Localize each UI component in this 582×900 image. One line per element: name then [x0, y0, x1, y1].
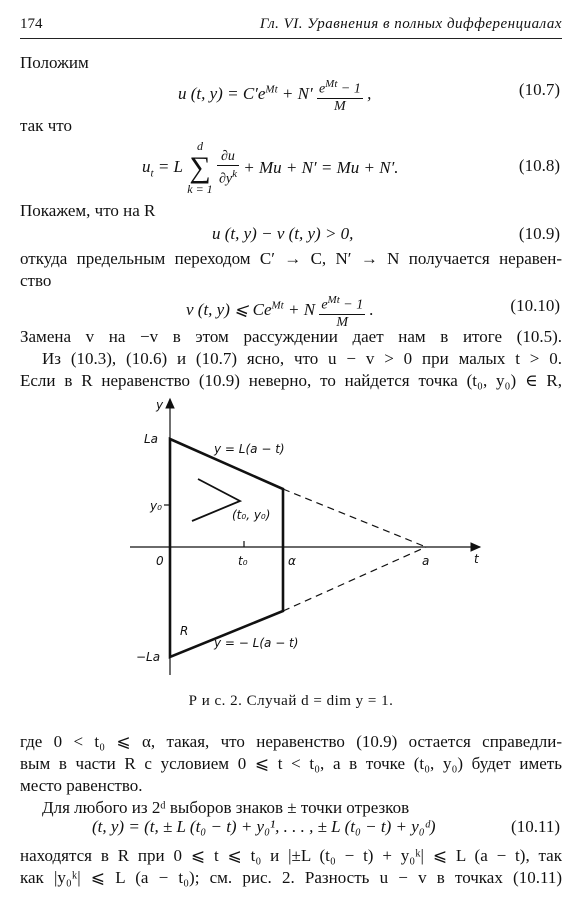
- eq-10-8-sum: [187, 140, 212, 196]
- paragraph-tak-chto: так что: [20, 116, 72, 135]
- equation-number-10-8: (10.8): [518, 156, 560, 175]
- paragraph-dlya: Для любого из 2ᵈ выборов знаков ± точки отрезков: [42, 798, 410, 817]
- t-axis-label: t: [474, 552, 479, 566]
- eq-10-8-sum-bot: k = 1: [187, 182, 213, 196]
- paragraph-polozhim: Положим: [20, 53, 89, 72]
- equation-10-10-body: [186, 292, 374, 331]
- eq-10-8-frac-num: ∂u: [217, 149, 239, 166]
- eq-10-10-frac-num: e: [321, 297, 328, 313]
- paragraph-gde-3: место равенство.: [20, 776, 143, 795]
- running-title: Гл. VI. Уравнения в полных дифференциалах: [259, 16, 562, 32]
- point-label: (t₀, y₀): [232, 508, 271, 522]
- eq-10-10-frac-sup: Mt: [327, 294, 340, 306]
- upper-dashed-extension: [283, 489, 426, 547]
- a-label: a: [422, 554, 430, 568]
- eq-10-7-frac-num: e: [318, 81, 326, 97]
- paragraph-gde-1: где 0 < t₀ ⩽ α, такая, что неравенство (10.9) остается справедли-: [20, 732, 562, 751]
- eq-10-8-sum-top: d: [196, 139, 203, 153]
- paragraph-zamena: Замена v на −v в этом рассуждении дает нам в итоге (10.5).: [20, 327, 562, 346]
- eq-10-10-lhs: v (t, y) ⩽ Ce: [186, 300, 272, 320]
- eq-10-8-frac-den: ∂y: [218, 171, 233, 187]
- origin-label: 0: [156, 554, 164, 568]
- equation-number-10-7: (10.7): [518, 80, 560, 99]
- equation-10-11-body: (t, y) = (t, ± L (t₀ − t) + y₀¹, . . . , ± L (t₀ − t) + y₀ᵈ): [92, 817, 436, 836]
- y-axis-label: y: [156, 398, 164, 412]
- paragraph-nakhodyatsya-1: находятся в R при 0 ⩽ t ⩽ t₀ и |±L (t₀ − t) + y₀ᵏ| ⩽ L (a − t), так: [20, 846, 562, 865]
- equation-10-7-body: [178, 76, 371, 115]
- eq-10-8-frac-den-sup: k: [232, 167, 237, 180]
- sum-symbol: ∑: [189, 151, 211, 184]
- eq-10-7-tail: ,: [362, 84, 372, 104]
- eq-10-8-lhs-sub: t: [150, 167, 154, 180]
- equation-number-10-9: (10.9): [518, 224, 560, 243]
- y0-label: y₀: [150, 499, 162, 513]
- upper-line-label: y = L(a − t): [214, 442, 285, 456]
- equation-10-8-body: [142, 140, 399, 196]
- eq-10-10-tail: .: [365, 300, 374, 320]
- eq-10-10-fraction: [319, 292, 365, 331]
- alpha-label: α: [288, 554, 296, 568]
- eq-10-7-lhs: u (t, y) = C′e: [178, 84, 266, 104]
- eq-10-7-sup: Mt: [265, 83, 278, 96]
- page-header: [20, 16, 562, 38]
- eq-10-10-frac-tail: − 1: [339, 297, 364, 313]
- header-rule: [20, 38, 562, 39]
- eq-10-7-frac-tail: − 1: [337, 81, 361, 97]
- figure-2: [130, 395, 500, 685]
- paragraph-iz: Из (10.3), (10.6) и (10.7) ясно, что u − v > 0 при малых t > 0.: [42, 349, 562, 368]
- eq-10-7-fraction: [317, 76, 363, 115]
- page-number: 174: [20, 16, 43, 32]
- equation-10-11: [0, 815, 560, 839]
- eq-10-7-frac-den: M: [334, 98, 346, 114]
- eq-10-8-fraction: [217, 149, 239, 188]
- lower-line-label: y = − L(a − t): [214, 636, 299, 650]
- paragraph-pokazhem: Покажем, что на R: [20, 201, 156, 220]
- equation-10-9-body: u (t, y) − v (t, y) > 0,: [212, 224, 354, 243]
- eq-10-8-eq: = L: [153, 156, 183, 176]
- eq-10-8-lhs: u: [142, 156, 151, 176]
- paragraph-gde-2: вым в части R с условием 0 ⩽ t < t₀, а в точке (t₀, y₀) будет иметь: [20, 754, 562, 773]
- eq-10-7-frac-sup: Mt: [325, 78, 338, 90]
- equation-10-7: [0, 68, 560, 114]
- equation-number-10-10: (10.10): [510, 296, 560, 315]
- lower-dashed-extension: [283, 547, 426, 611]
- eq-10-7-mid: + N′: [277, 84, 313, 104]
- figure-caption: Р и с. 2. Случай d = dim y = 1.: [188, 693, 394, 709]
- equation-10-8: [0, 134, 560, 196]
- paragraph-nakhodyatsya-2: как |y₀ᵏ| ⩽ L (a − t₀); см. рис. 2. Разность u − v в точках (10.11): [20, 868, 562, 887]
- La-label: La: [144, 432, 159, 446]
- t0-label: t₀: [238, 554, 248, 568]
- minus-La-label: −La: [136, 650, 161, 664]
- eq-10-8-tail: + Mu + N′ = Mu + N′.: [238, 158, 399, 177]
- equation-10-10: [0, 284, 560, 330]
- equation-10-9: [0, 222, 560, 246]
- equation-number-10-11: (10.11): [511, 817, 560, 836]
- eq-10-10-frac-den: M: [336, 314, 349, 330]
- eq-10-10-sup: Mt: [271, 299, 284, 312]
- eq-10-10-mid: + N: [283, 300, 316, 320]
- paragraph-esli: Если в R неравенство (10.9) неверно, то найдется точка (t₀, y₀) ∈ R,: [20, 371, 562, 390]
- region-label: R: [180, 624, 189, 638]
- paragraph-otkuda-1: откуда предельным переходом C′ → C, N′ → N получается неравен-: [20, 249, 562, 268]
- paragraph-otkuda-2: ство: [20, 271, 52, 290]
